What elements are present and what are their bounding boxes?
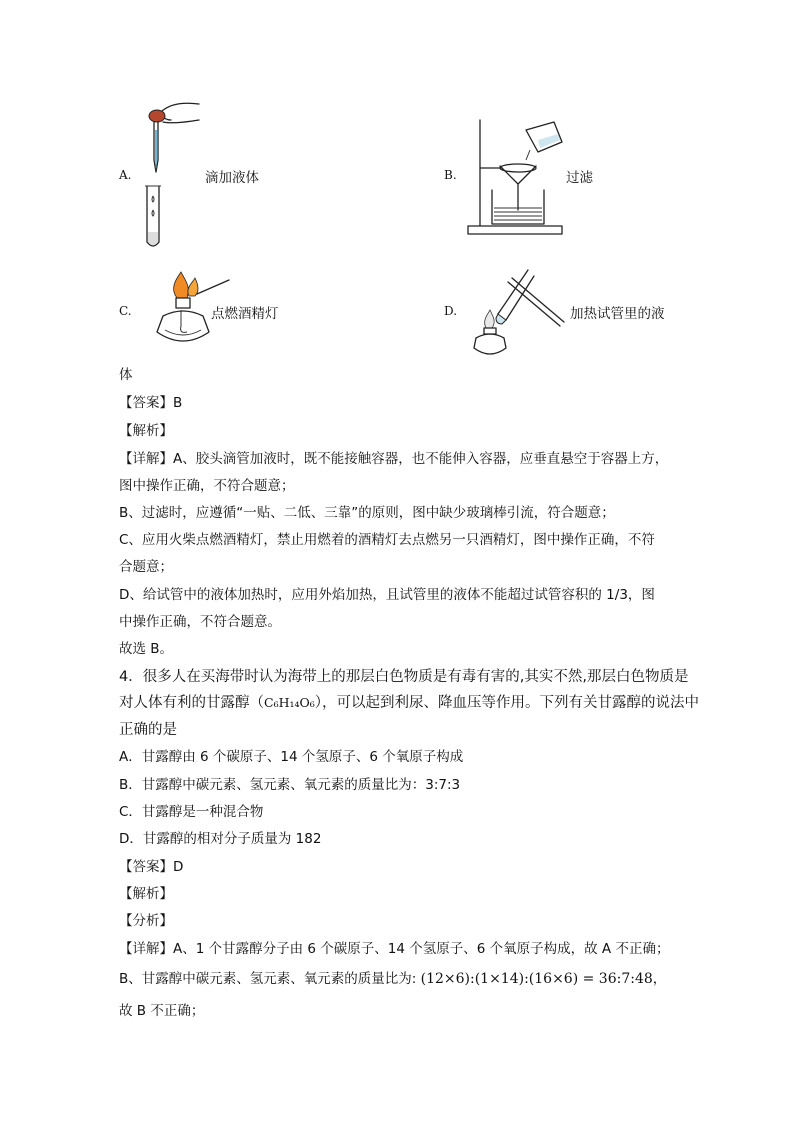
option-c [119, 262, 419, 354]
q4-answer: 【答案】D [119, 859, 184, 875]
q3-detail-c-2: 合题意； [119, 559, 173, 575]
option-c-letter: C. [119, 304, 132, 318]
q4-choice-a: A．甘露醇由 6 个碳原子、14 个氢原子、6 个氧原子构成 [119, 749, 464, 765]
option-a [119, 100, 419, 255]
option-a-label: 滴加液体 [205, 170, 259, 186]
option-a-letter: A. [119, 168, 132, 182]
q4-detail-a: 【详解】A、1 个甘露醇分子由 6 个碳原子、14 个氢原子、6 个氧原子构成，故 A 不正确； [119, 941, 670, 957]
q4-detail-b-post: ， [652, 971, 667, 987]
q4-choice-b: B．甘露醇中碳元素、氢元素、氧元素的质量比为：3:7:3 [119, 777, 461, 793]
mass-ratio-formula: (12×6):(1×14):(16×6) = 36:7:48 [420, 971, 653, 987]
heating-tube-icon [468, 262, 568, 360]
option-d-label: 加热试管里的液 [570, 306, 665, 322]
q3-detail-d-1: D、给试管中的液体加热时，应用外焰加热，且试管里的液体不能超过试管容积的 1/3，图 [119, 587, 655, 603]
q4-detail-b-2: 故 B 不正确； [119, 1003, 205, 1019]
q3-detail-d-2: 中操作正确，不符合题意。 [119, 614, 281, 630]
dropper-icon [133, 100, 203, 252]
q3-detail-a-1: 【详解】A、胶头滴管加液时，既不能接触容器，也不能伸入容器，应垂直悬空于容器上方， [119, 451, 669, 467]
q3-conclusion: 故选 B。 [119, 641, 174, 657]
q4-stem-2 [119, 694, 699, 712]
option-d-continuation: 体 [119, 367, 133, 383]
q3-detail-a-2: 图中操作正确，不符合题意； [119, 478, 295, 494]
q4-detail-b-pre: B、甘露醇中碳元素、氢元素、氧元素的质量比为: [119, 971, 417, 987]
option-b [444, 100, 744, 240]
q4-stem-1: 4．很多人在买海带时认为海带上的那层白色物质是有毒有害的,其实不然,那层白色物质是 [119, 669, 689, 685]
q4-choice-d: D．甘露醇的相对分子质量为 182 [119, 831, 322, 847]
q4-detail-b [119, 970, 666, 988]
q3-detail-b: B、过滤时，应遵循“一贴、二低、三靠”的原则，图中缺少玻璃棒引流，符合题意； [119, 505, 615, 521]
q3-detail-c-1: C、应用火柴点燃酒精灯，禁止用燃着的酒精灯去点燃另一只酒精灯，图中操作正确，不符 [119, 532, 655, 548]
option-c-label: 点燃酒精灯 [211, 306, 279, 322]
option-d-letter: D. [444, 304, 458, 318]
option-d [444, 262, 784, 362]
q4-choice-c: C．甘露醇是一种混合物 [119, 804, 264, 820]
option-b-letter: B. [444, 168, 457, 182]
q3-answer: 【答案】B [119, 395, 183, 411]
q3-analysis: 【解析】 [119, 423, 173, 439]
q4-stem-2-post: ），可以起到利尿、降血压等作用。下列有关甘露醇的说法中 [314, 695, 700, 711]
filtration-icon [466, 114, 566, 236]
q4-stem-3: 正确的是 [119, 722, 177, 738]
mannitol-formula: C₆H₁₄O₆ [264, 695, 315, 710]
q4-stem-2-pre: 对人体有利的甘露醇（ [119, 695, 264, 711]
q4-analysis: 【解析】 [119, 886, 173, 902]
q4-analysis-2: 【分析】 [119, 913, 173, 929]
option-b-label: 过滤 [566, 170, 593, 186]
